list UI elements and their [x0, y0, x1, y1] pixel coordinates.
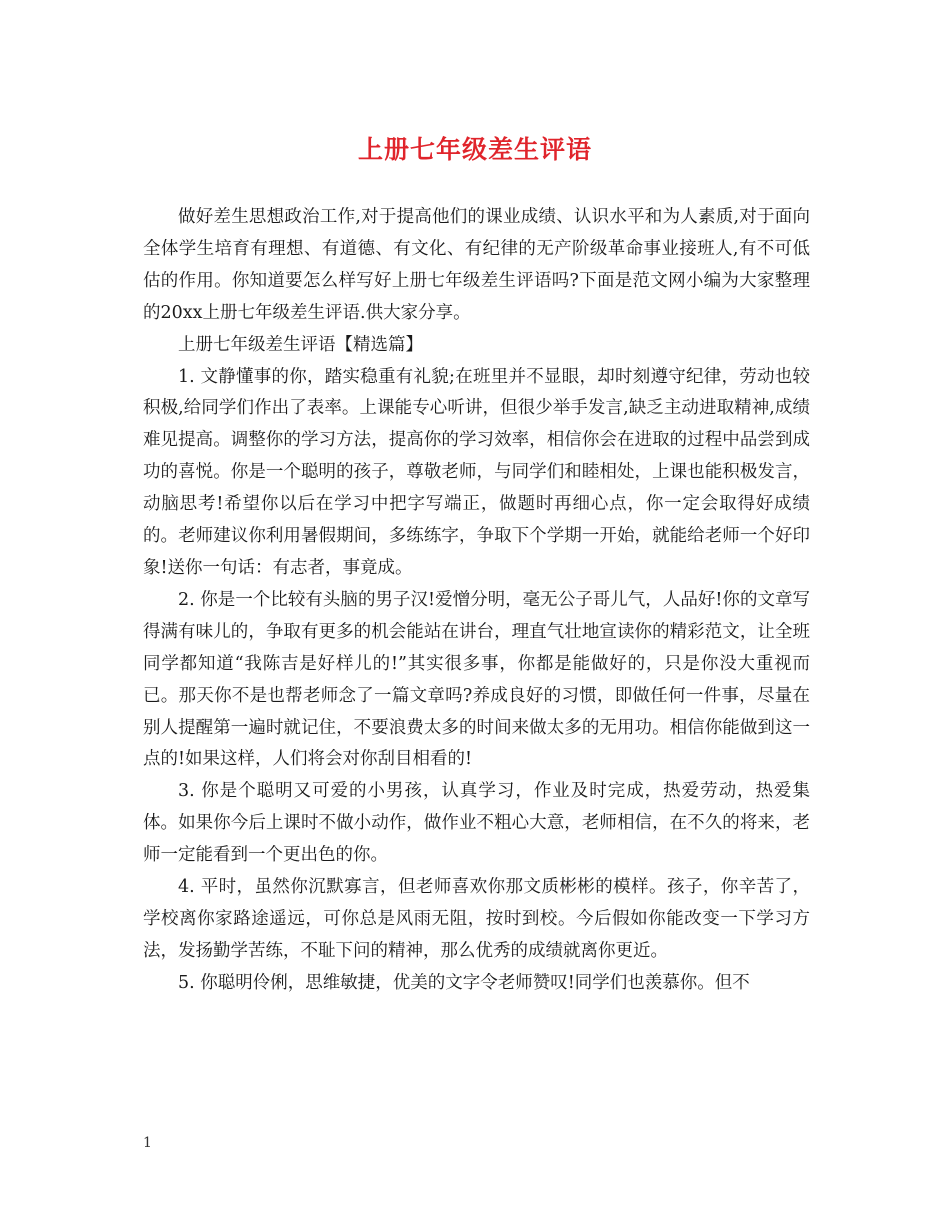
page-number: 1 — [143, 1135, 152, 1151]
comment-item-2: 2. 你是一个比较有头脑的男子汉!爱憎分明，毫无公子哥儿气，人品好!你的文章写得满有味儿的，争取有更多的机会能站在讲台，理直气壮地宣读你的精彩范文，让全班同学都知道“我陈吉是好样儿的!”其实很多事，你都是能做好的，只是你没大重视而已。那天你不是也帮老师念了一篇文章吗?养成良好的习惯，即做任何一件事，尽量在别人提醒第一遍时就记住，不要浪费太多的时间来做太多的无用功。相信你能做到这一点的!如果这样，人们将会对你刮目相看的! — [143, 589, 810, 770]
comment-item-3: 3. 你是个聪明又可爱的小男孩，认真学习，作业及时完成，热爱劳动，热爱集体。如果你今后上课时不做小动作，做作业不粗心大意，老师相信，在不久的将来，老师一定能看到一个更出色的你。 — [143, 781, 810, 866]
comment-item-1: 1. 文静懂事的你，踏实稳重有礼貌;在班里并不显眼，却时刻遵守纪律，劳动也较积极,给同学们作出了表率。上课能专心听讲，但很少举手发言,缺乏主动进取精神,成绩难见提高。调整你的学习方法，提高你的学习效率，相信你会在进取的过程中品尝到成功的喜悦。你是一个聪明的孩子，尊敬老师，与同学们和睦相处，上课也能积极发言，动脑思考!希望你以后在学习中把字写端正，做题时再细心点，你一定会取得好成绩的。老师建议你利用暑假期间，多练练字，争取下个学期一开始，就能给老师一个好印象!送你一句话：有志者，事竟成。 — [143, 366, 810, 578]
comment-item-5: 5. 你聪明伶俐，思维敏捷，优美的文字令老师赞叹!同学们也羡慕你。但不 — [178, 972, 750, 993]
document-body — [143, 202, 810, 1000]
section-heading: 上册七年级差生评语【精选篇】 — [178, 334, 423, 355]
intro-paragraph: 做好差生思想政治工作,对于提高他们的课业成绩、认识水平和为人素质,对于面向全体学生培育有理想、有道德、有文化、有纪律的无产阶级革命事业接班人,有不可低估的作用。你知道要怎么样写好上册七年级差生评语吗?下面是范文网小编为大家整理的20xx上册七年级差生评语.供大家分享。 — [143, 207, 810, 323]
comment-item-4: 4. 平时，虽然你沉默寡言，但老师喜欢你那文质彬彬的模样。孩子，你辛苦了，学校离你家路途遥远，可你总是风雨无阻，按时到校。今后假如你能改变一下学习方法，发扬勤学苦练，不耻下问的精神，那么优秀的成绩就离你更近。 — [143, 877, 810, 961]
document-title: 上册七年级差生评语 — [357, 135, 592, 164]
